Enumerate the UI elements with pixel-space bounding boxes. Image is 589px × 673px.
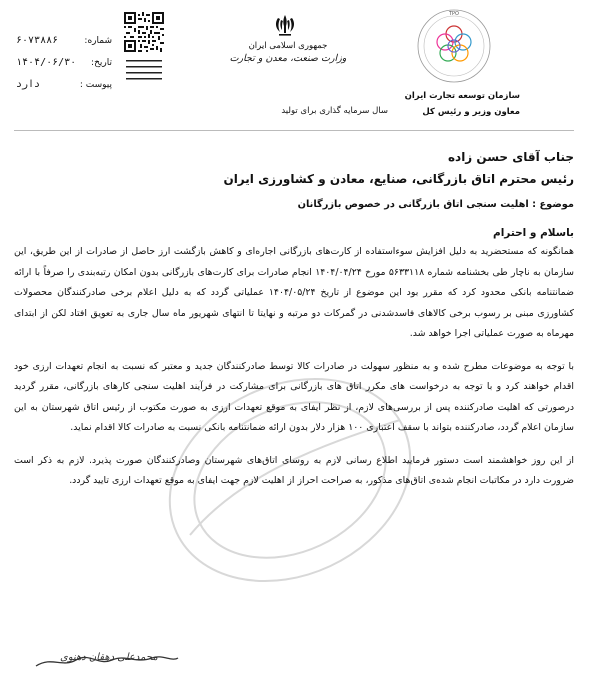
letter-subject: موضوع : اهلیت سنجی اتاق بازرگانی در خصوص بازرگانان — [297, 199, 574, 210]
letter-meta — [16, 30, 112, 96]
signature-name: محمدعلی دهقان دهنوی — [60, 652, 158, 663]
addressee-title: رئیس محترم اتاق بازرگانی، صنایع، معادن و کشاورزی ایران — [223, 172, 574, 186]
header-divider — [14, 130, 574, 131]
ministry-heading — [224, 40, 352, 65]
date-value: ۱۴۰۴/۰۶/۳۰ — [16, 57, 77, 68]
attachment-row — [16, 74, 112, 96]
number-row — [16, 30, 112, 52]
svg-text:TPO: TPO — [448, 11, 460, 17]
year-slogan: سال سرمایه گذاری برای تولید — [281, 106, 388, 116]
attachment-value: دارد — [16, 79, 41, 90]
ministry-name: وزارت صنعت، معدن و تجارت — [229, 53, 347, 64]
addressee-name: جناب آقای حسن زاده — [447, 150, 574, 164]
attachment-label: پیوست : — [79, 80, 112, 90]
letter-body — [14, 146, 574, 501]
paragraph: همانگونه که مستحضرید به دلیل افزایش سوءاستفاده از کارت‌های بازرگانی اجاره‌ای و کاهش بازگشت ارز حاصل از صادرات از این طریق، این سازمان به ناچار طی بخشنامه شماره ۵۶۳۳۱۱۸ مورخ ۱۴۰۴/۰۴/۲۴ انجام صادرات برای کارت‌های بازرگانی بدون امکان رتبه‌بندی را صرفاً با ارائه ضمانتنامه بانکی محدود کرد که مقرر بود این موضوع از تاریخ ۱۴۰۴/۰۵/۲۴ عملیاتی گردد که به دلیل اعلام برخی صادرکنندگان محصولات کشاورزی مبنی بر رسوب برخی کالاهای فاسدشدنی در گمرکات دو مرتبه و نهایتا تا انتهای شهریور ماه سال جاری به تعویق افتاد لکن از ابتدای مهرماه به صورت عملیاتی اجرا خواهد شد. — [14, 246, 574, 339]
paragraph: با توجه به موضوعات مطرح شده و به منظور سهولت در صادرات کالا توسط صادرکنندگان جدید و معتبر که نسبت به انجام تعهدات ارزی خود اقدام خواهند کرد و با توجه به درخواست های مکرر اتاق های بازرگانی برای مشارکت در فرآیند اهلیت سنجی کارهای بازرگانی، مقرر گردید درصورتی که اهلیت صادرکننده پس از بررسی‌های لازم، از نظر ایفای به موقع تعهدات ارزی به صورت مکتوب از رئیس اتاق شهرستان به این سازمان اعلام گردد، صادرکننده بتواند با سقف اعتباری ۱۰۰ هزار دلار بدون ارائه ضمانتنامه بانکی نسبت به صادرات کالا اقدام نماید. — [14, 360, 574, 433]
tpo-logo-icon — [412, 4, 496, 88]
number-label: شماره: — [84, 36, 112, 46]
issuer-block — [396, 88, 520, 120]
issuer-org: سازمان توسعه تجارت ایران — [404, 91, 520, 101]
paragraph: از این روز خواهشمند است دستور فرمایید اطلاع رسانی لازم به روسای اتاق‌های شهرستان وصادرکنندگان صورت پذیرد. لازم به ذکر است ضرورت دارد در مکاتبات انجام شده‌ی اتاق‌های مذکور، به صراحت احراز از اهلیت لازم جهت ایفای به موقع تعهدات ارزی تایید گردد. — [14, 454, 574, 486]
date-row — [16, 52, 112, 74]
date-label: تاریخ: — [91, 58, 112, 68]
qr-code-icon — [124, 12, 164, 80]
iran-emblem-icon — [272, 12, 298, 38]
number-value: ۶۰۷۳۸۸۶ — [16, 35, 59, 46]
greeting: باسلام و احترام — [493, 227, 574, 239]
issuer-title: معاون وزیر و رئیس کل — [422, 107, 520, 117]
gov-name: جمهوری اسلامی ایران — [248, 41, 328, 51]
